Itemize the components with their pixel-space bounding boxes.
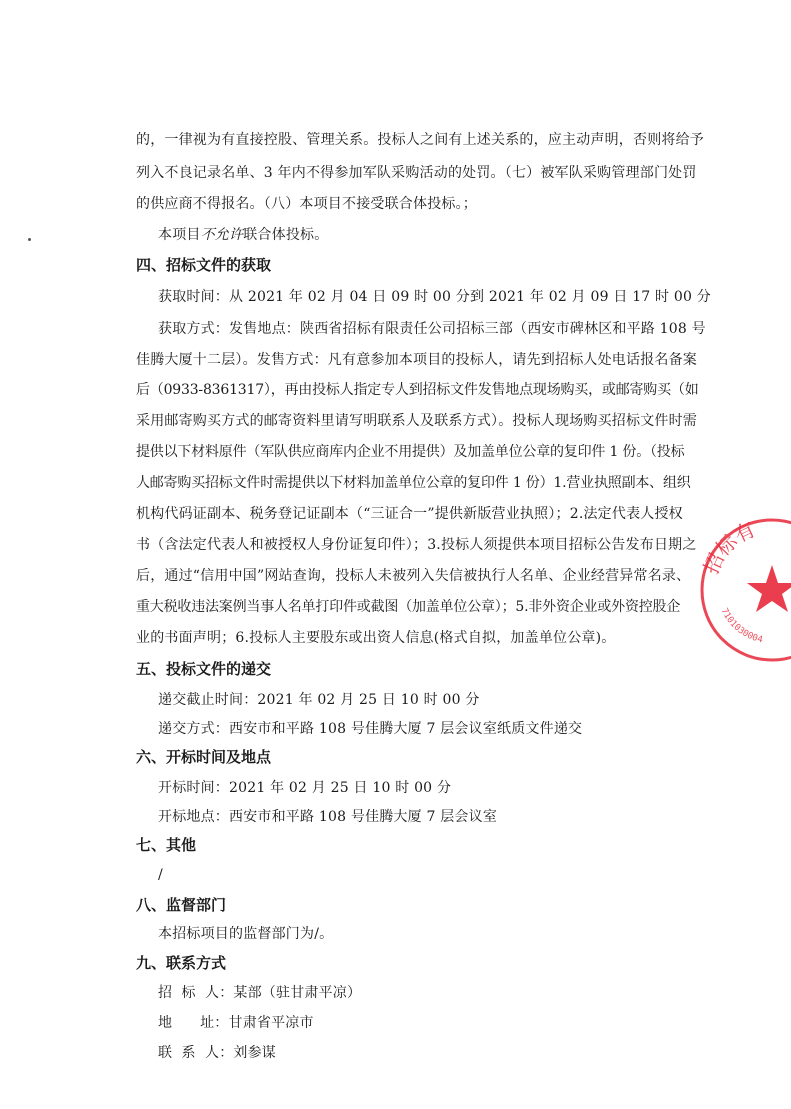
paragraph-line: 后，通过“信用中国”网站查询，投标人未被列入失信被执行人名单、企业经营异常名录、 <box>136 568 691 584</box>
paragraph-line: 后（0933-8361317），再由投标人指定专人到招标文件发售地点现场购买，或邮寄购买（如 <box>136 382 699 398</box>
seal-code: 7101030004 <box>718 606 764 646</box>
opening-place: 开标地点：西安市和平路 108 号佳腾大厦 7 层会议室 <box>158 809 498 825</box>
paragraph-line: 书（含法定代表人和被授权人身份证复印件）；3.投标人须提供本项目招标公告发布日期之 <box>136 537 697 553</box>
section-heading: 八、监督部门 <box>136 896 227 914</box>
paragraph-line: 业的书面声明；6.投标人主要股东或出资人信息(格式自拟，加盖单位公章)。 <box>136 630 616 646</box>
section-heading: 七、其他 <box>136 836 197 854</box>
section-heading: 五、投标文件的递交 <box>136 660 272 678</box>
star-icon <box>747 565 791 612</box>
paragraph-line: 重大税收违法案例当事人名单打印件或截图（加盖单位公章）；5.非外资企业或外资控股企 <box>136 599 681 615</box>
text-run: 本项目 <box>158 227 201 243</box>
seal-text: 招标有 <box>698 516 759 578</box>
paragraph-line: 的供应商不得报名。（八）本项目不接受联合体投标。； <box>136 196 477 212</box>
emphasis-text: 不允许 <box>200 227 244 243</box>
contact-tenderer: 招 标 人：某部（驻甘肃平凉） <box>158 985 362 1001</box>
paragraph-line <box>158 226 328 244</box>
scan-speck <box>28 238 31 241</box>
paragraph-line: 人邮寄购买招标文件时需提供以下材料加盖单位公章的复印件 1 份）1.营业执照副本、组织 <box>136 475 691 491</box>
section-heading: 九、联系方式 <box>136 954 227 972</box>
other-body: / <box>158 867 163 883</box>
supervision-body: 本招标项目的监督部门为/。 <box>158 926 334 942</box>
submission-deadline: 递交截止时间：2021 年 02 月 25 日 10 时 00 分 <box>158 692 480 708</box>
text-run: 联合体投标。 <box>243 227 329 243</box>
contact-person: 联 系 人：刘参谋 <box>158 1045 277 1061</box>
acquire-time: 获取时间：从 2021 年 02 月 04 日 09 时 00 分到 2021 年 02 月 09 日 17 时 00 分 <box>158 289 711 305</box>
paragraph-line: 采用邮寄购买方式的邮寄资料里请写明联系人及联系方式）。投标人现场购买招标文件时需 <box>136 413 697 429</box>
paragraph-line: 列入不良记录名单、3 年内不得参加军队采购活动的处罚。（七）被军队采购管理部门处罚 <box>136 165 697 181</box>
section-heading: 四、招标文件的获取 <box>136 256 272 274</box>
paragraph-line: 机构代码证副本、税务登记证副本（“三证合一”提供新版营业执照）；2.法定代表人授权 <box>136 506 683 522</box>
paragraph-line: 提供以下材料原件（军队供应商库内企业不用提供）及加盖单位公章的复印件 1 份。（投标 <box>136 444 685 460</box>
submission-method: 递交方式：西安市和平路 108 号佳腾大厦 7 层会议室纸质文件递交 <box>158 721 583 737</box>
section-heading: 六、开标时间及地点 <box>136 748 272 766</box>
paragraph-line: 佳腾大厦十二层）。发售方式：凡有意参加本项目的投标人，请先到招标人处电话报名备案 <box>136 352 697 368</box>
opening-time: 开标时间：2021 年 02 月 25 日 10 时 00 分 <box>158 780 452 796</box>
company-seal <box>697 515 791 665</box>
paragraph-line: 的，一律视为有直接控股、管理关系。投标人之间有上述关系的，应主动声明，否则将给予 <box>136 132 704 148</box>
contact-address: 地 址：甘肃省平凉市 <box>158 1015 314 1031</box>
paragraph-line: 获取方式：发售地点：陕西省招标有限责任公司招标三部（西安市碑林区和平路 108 号 <box>158 321 706 337</box>
